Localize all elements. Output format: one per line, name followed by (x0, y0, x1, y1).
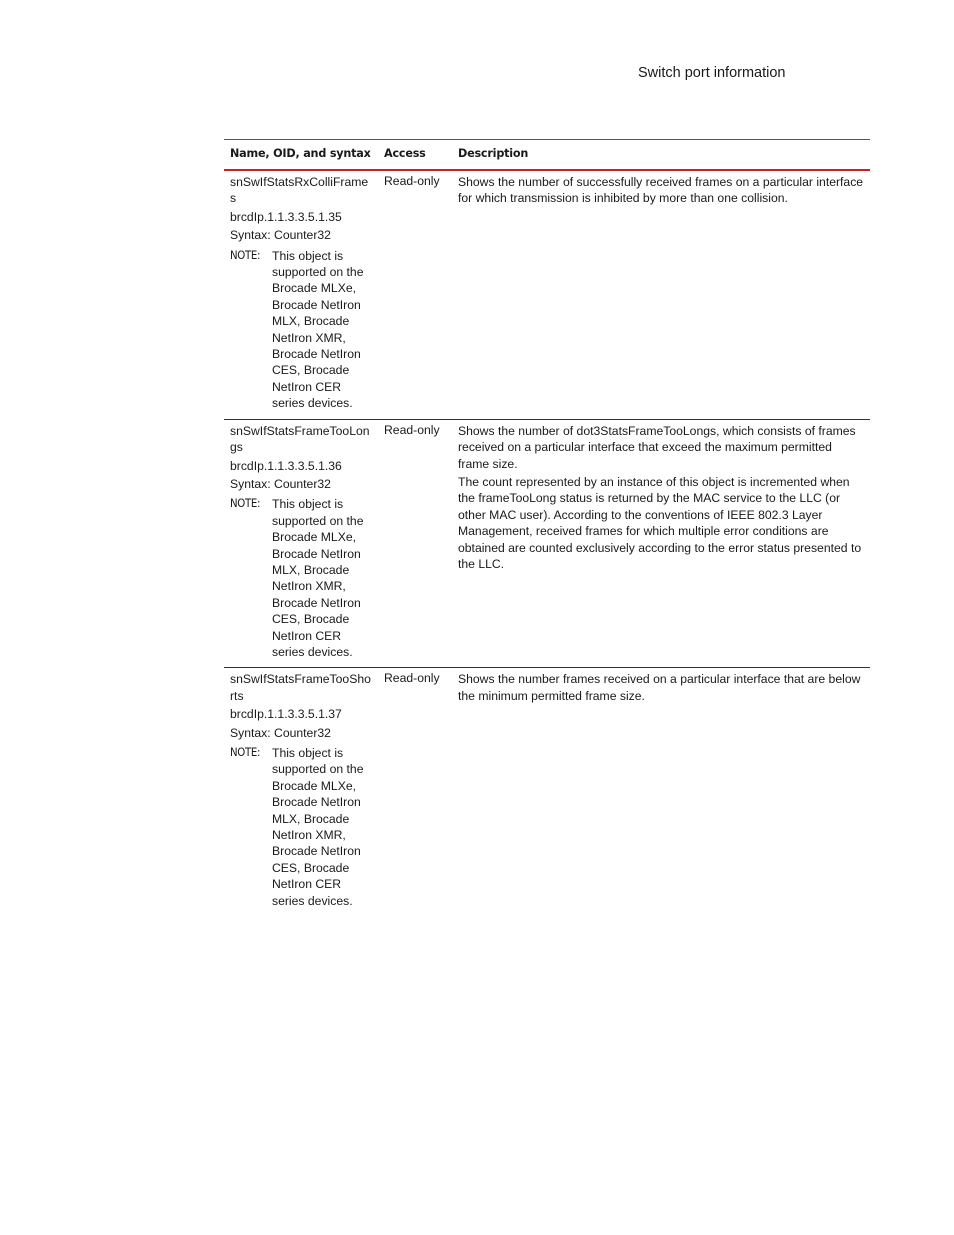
note-text: This object is supported on the Brocade MLXe, Brocade NetIron MLX, Brocade NetIron XMR, Brocade NetIron CES, Brocade NetIron CER series devices. (272, 497, 364, 659)
object-oid: brcdIp.1.1.3.3.5.1.35 (230, 209, 342, 224)
note-label: NOTE: (230, 248, 261, 262)
description-cell (452, 170, 870, 419)
object-name: snSwIfStatsFrameTooLongs (230, 423, 370, 455)
name-cell (224, 419, 378, 668)
note (230, 248, 372, 412)
note (230, 496, 372, 660)
note (230, 745, 372, 909)
column-header-access: Access (378, 140, 452, 171)
access-cell: Read-only (384, 671, 440, 686)
table-row (224, 419, 870, 668)
table-header-row (224, 140, 870, 171)
note-label: NOTE: (230, 746, 261, 759)
table-row (224, 668, 870, 916)
note-text: This object is supported on the Brocade MLXe, Brocade NetIron MLX, Brocade NetIron XMR, Brocade NetIron CES, Brocade NetIron CER series devices. (272, 248, 364, 411)
name-cell (224, 170, 378, 419)
name-cell (224, 668, 378, 916)
description-paragraph: Shows the number of dot3StatsFrameTooLongs, which consists of frames received on a particular interface that exceed the maximum permitted frame size. (458, 423, 856, 471)
description-paragraph: Shows the number of successfully received frames on a particular interface for which transmission is inhibited by more than one collision. (458, 175, 864, 206)
description-paragraph: The count represented by an instance of this object is incremented when the frameTooLong status is returned by the MAC service to the LLC (or other MAC user). According to the conventions of IEEE 802.3 Layer Management, received frames for which multiple error conditions are obtained are counted exclusively according to the error status presented to the LLC. (458, 474, 862, 571)
object-syntax: Syntax: Counter32 (230, 228, 331, 243)
description-cell (452, 668, 870, 916)
note-label: NOTE: (230, 497, 261, 511)
table-row (224, 170, 870, 419)
object-name: snSwIfStatsFrameTooShorts (230, 672, 371, 703)
access-cell: Read-only (378, 419, 452, 668)
description-paragraph: Shows the number frames received on a particular interface that are below the minimum permitted frame size. (458, 672, 861, 703)
object-syntax: Syntax: Counter32 (230, 725, 331, 740)
access-cell: Read-only (378, 170, 452, 419)
object-oid: brcdIp.1.1.3.3.5.1.37 (230, 707, 342, 722)
mib-object-table (224, 139, 870, 916)
object-name: snSwIfStatsRxColliFrames (230, 175, 369, 206)
object-oid: brcdIp.1.1.3.3.5.1.36 (230, 458, 342, 473)
column-header-name: Name, OID, and syntax (224, 140, 378, 171)
note-text: This object is supported on the Brocade MLXe, Brocade NetIron MLX, Brocade NetIron XMR, Brocade NetIron CES, Brocade NetIron CER series devices. (272, 746, 364, 908)
column-header-description: Description (452, 140, 870, 171)
running-header: Switch port information (638, 65, 786, 81)
object-syntax: Syntax: Counter32 (230, 476, 331, 491)
description-cell (452, 419, 870, 668)
